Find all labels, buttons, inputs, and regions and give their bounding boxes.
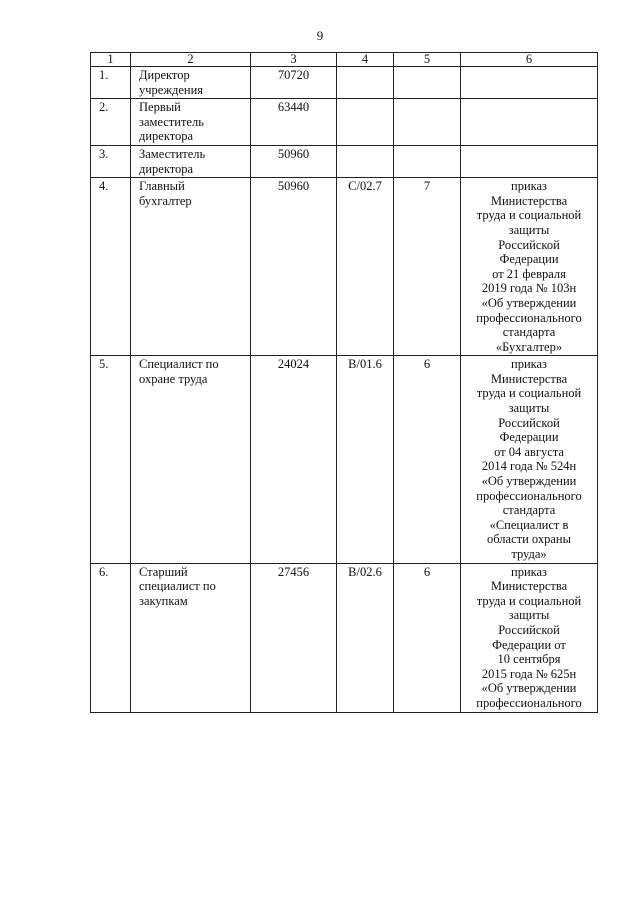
position-name-line: заместитель <box>139 114 204 129</box>
position-name-line: учреждения <box>139 82 204 97</box>
standard-basis-line: труда и социальной <box>476 208 582 223</box>
standard-basis-line: защиты <box>508 608 550 623</box>
standard-basis-line: Российской <box>498 622 560 637</box>
row-number: 1. <box>91 67 131 99</box>
qualification-level-cell: 6 <box>394 356 461 563</box>
position-name-line: директора <box>139 129 194 144</box>
standard-basis-line: профессионального <box>476 695 582 710</box>
staffing-table <box>90 52 598 713</box>
table-row <box>91 356 598 563</box>
row-number: 2. <box>91 99 131 146</box>
position-name-line: Заместитель <box>139 146 206 161</box>
function-code-cell: В/01.6 <box>337 356 394 563</box>
standard-basis-line: стандарта <box>502 503 556 518</box>
qualification-level-cell: 7 <box>394 178 461 356</box>
position-name-line: закупкам <box>139 593 188 608</box>
position-name-line: бухгалтер <box>139 193 192 208</box>
standard-basis-line: Министерства <box>490 579 568 594</box>
position-name-line: Главный <box>139 179 185 194</box>
standard-basis-line: профессионального <box>476 488 582 503</box>
header-row <box>91 53 598 67</box>
standard-basis-line: «Об утверждении <box>481 474 577 489</box>
position-name-line: специалист по <box>139 579 216 594</box>
position-name-cell <box>131 99 251 146</box>
position-name-line: Старший <box>139 564 188 579</box>
function-code-cell <box>337 145 394 177</box>
page-number: 9 <box>316 28 324 43</box>
position-name-line: директора <box>139 161 194 176</box>
standard-basis-line: области охраны <box>487 532 571 547</box>
standard-basis-line: 2015 года № 625н <box>481 666 577 681</box>
column-header: 3 <box>251 53 337 67</box>
standard-basis-line: от 21 февраля <box>492 266 566 281</box>
standard-basis-cell <box>461 67 598 99</box>
column-header: 6 <box>461 53 598 67</box>
standard-basis-line: труда» <box>511 547 547 561</box>
salary-cell: 63440 <box>251 99 337 146</box>
standard-basis-line: приказ <box>511 564 547 579</box>
function-code-cell: В/02.6 <box>337 563 394 712</box>
standard-basis-line: «Об утверждении <box>481 681 577 696</box>
qualification-level-cell <box>394 99 461 146</box>
table-body <box>91 53 598 713</box>
column-header: 4 <box>337 53 394 67</box>
standard-basis-cell <box>461 99 598 146</box>
function-code-cell: С/02.7 <box>337 178 394 356</box>
function-code-cell <box>337 99 394 146</box>
standard-basis-cell <box>461 178 598 356</box>
standard-basis-line: «Бухгалтер» <box>495 339 563 354</box>
salary-cell: 27456 <box>251 563 337 712</box>
row-number: 5. <box>91 356 131 563</box>
position-name-line: Специалист по <box>139 357 219 372</box>
table-row <box>91 563 598 712</box>
standard-basis-line: труда и социальной <box>476 386 582 401</box>
table-row <box>91 145 598 177</box>
standard-basis-line: приказ <box>511 357 547 372</box>
qualification-level-cell <box>394 67 461 99</box>
standard-basis-line: 10 сентября <box>497 652 561 667</box>
position-name-cell <box>131 178 251 356</box>
standard-basis-line: защиты <box>508 222 550 237</box>
standard-basis-cell <box>461 356 598 563</box>
standard-basis-line: Федерации <box>499 430 559 445</box>
function-code-cell <box>337 67 394 99</box>
position-name-cell <box>131 145 251 177</box>
position-name-cell <box>131 563 251 712</box>
table-row <box>91 67 598 99</box>
position-name-line: Директор <box>139 68 190 82</box>
salary-cell: 24024 <box>251 356 337 563</box>
standard-basis-line: 2014 года № 524н <box>481 459 577 474</box>
standard-basis-line: от 04 августа <box>494 444 564 459</box>
standard-basis-line: приказ <box>511 179 547 194</box>
standard-basis-line: труда и социальной <box>476 593 582 608</box>
position-name-cell <box>131 356 251 563</box>
column-header: 2 <box>131 53 251 67</box>
standard-basis-line: Российской <box>498 237 560 252</box>
row-number: 6. <box>91 563 131 712</box>
standard-basis-line: Федерации <box>499 252 559 267</box>
column-header: 5 <box>394 53 461 67</box>
standard-basis-line: Российской <box>498 415 560 430</box>
salary-cell: 70720 <box>251 67 337 99</box>
salary-cell: 50960 <box>251 178 337 356</box>
qualification-level-cell: 6 <box>394 563 461 712</box>
salary-cell: 50960 <box>251 145 337 177</box>
standard-basis-line: профессионального <box>476 310 582 325</box>
standard-basis-line: 2019 года № 103н <box>481 281 577 296</box>
column-header: 1 <box>91 53 131 67</box>
position-name-line: Первый <box>139 100 181 115</box>
row-number: 3. <box>91 145 131 177</box>
row-number: 4. <box>91 178 131 356</box>
standard-basis-line: Федерации от <box>492 637 566 652</box>
standard-basis-line: защиты <box>508 401 550 416</box>
standard-basis-line: «Об утверждении <box>481 295 577 310</box>
table-row <box>91 99 598 146</box>
position-name-cell <box>131 67 251 99</box>
standard-basis-line: Министерства <box>490 193 568 208</box>
standard-basis-line: стандарта <box>502 325 556 340</box>
standard-basis-cell <box>461 145 598 177</box>
standard-basis-line: «Специалист в <box>489 517 569 532</box>
standard-basis-cell <box>461 563 598 712</box>
table-row <box>91 178 598 356</box>
position-name-line: охране труда <box>139 371 208 386</box>
qualification-level-cell <box>394 145 461 177</box>
standard-basis-line: Министерства <box>490 371 568 386</box>
